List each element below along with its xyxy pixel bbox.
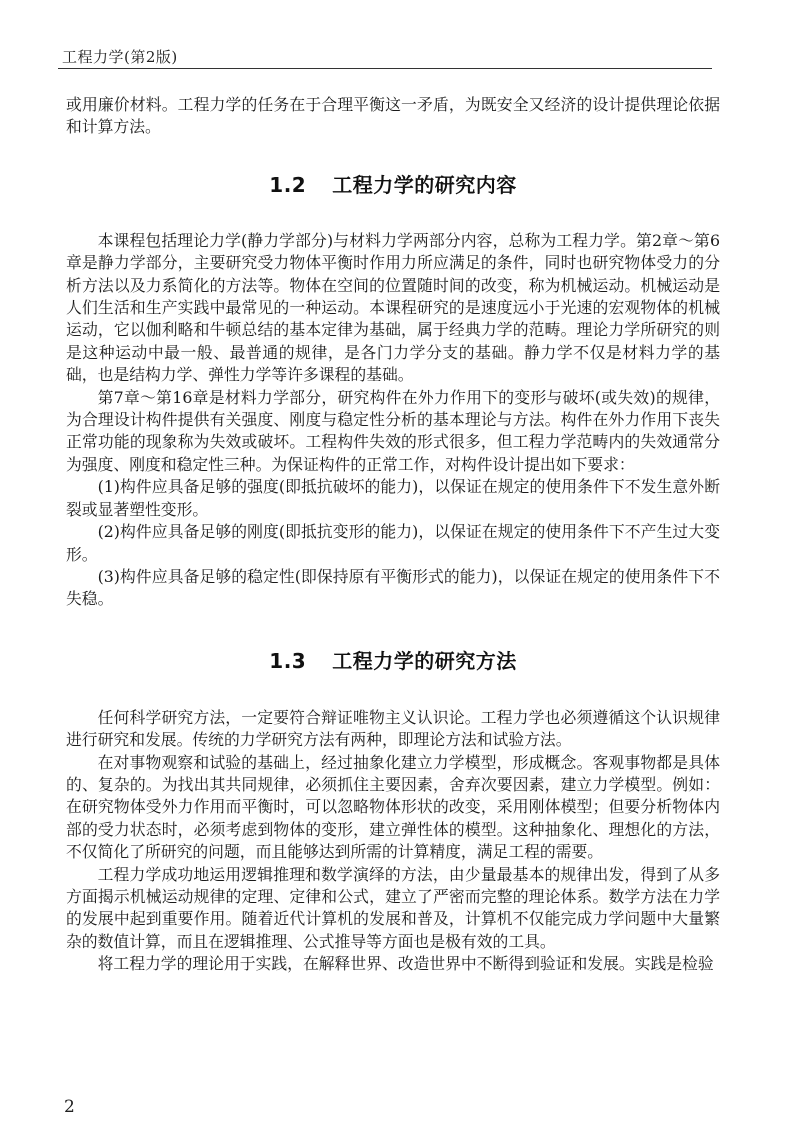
body-paragraph: 本课程包括理论力学(静力学部分)与材料力学两部分内容，总称为工程力学。第2章～第6章是静力学部分，主要研究受力物体平衡时作用力所应满足的条件，同时也研究物体受力的分析方法以及力系简化的方法等。物体在空间的位置随时间的改变，称为机械运动。机械运动是人们生活和生产实践中最常见的一种运动。本课程研究的是速度远小于光速的宏观物体的机械运动，它以伽利略和牛顿总结的基本定律为基础，属于经典力学的范畴。理论力学所研究的则是这种运动中最一般、最普通的规律，是各门力学分支的基础。静力学不仅是材料力学的基础，也是结构力学、弹性力学等许多课程的基础。: [66, 230, 720, 385]
body-paragraph: 在对事物观察和试验的基础上，经过抽象化建立力学模型，形成概念。客观事物都是具体的、复杂的。为找出其共同规律，必须抓住主要因素，舍弃次要因素，建立力学模型。例如：在研究物体受外力作用而平衡时，可以忽略物体形状的改变，采用刚体模型；但要分析物体内部的受力状态时，必须考虑到物体的变形，建立弹性体的模型。这种抽象化、理想化的方法，不仅简化了所研究的问题，而且能够达到所需的计算精度，满足工程的需要。: [66, 752, 720, 862]
page-content: [66, 94, 720, 976]
requirement-item-stiffness: (2)构件应具备足够的刚度(即抵抗变形的能力)，以保证在规定的使用条件下不产生过大变形。: [66, 522, 720, 564]
body-paragraph: 将工程力学的理论用于实践，在解释世界、改造世界中不断得到验证和发展。实践是检验: [97, 954, 714, 974]
body-paragraph: 任何科学研究方法，一定要符合辩证唯物主义认识论。工程力学也必须遵循这个认识规律进行研究和发展。传统的力学研究方法有两种，即理论方法和试验方法。: [66, 707, 720, 750]
header-divider: [58, 68, 712, 69]
body-paragraph: 工程力学成功地运用逻辑推理和数学演绎的方法，由少量最基本的规律出发，得到了从多方面揭示机械运动规律的定理、定律和公式，建立了严密而完整的理论体系。数学方法在力学的发展中起到重要作用。随着近代计算机的发展和普及，计算机不仅能完成力学问题中大量繁杂的数值计算，而且在逻辑推理、公式推导等方面也是极有效的工具。: [66, 864, 720, 951]
section-number: 1.2: [269, 172, 307, 197]
section-number: 1.3: [269, 648, 307, 673]
page-number: 2: [64, 1097, 75, 1117]
section-heading-1-2: [66, 169, 720, 198]
requirement-item-strength: (1)构件应具备足够的强度(即抵抗破坏的能力)，以保证在规定的使用条件下不发生意外断裂或显著塑性变形。: [66, 477, 720, 519]
section-title: 工程力学的研究方法: [332, 648, 517, 673]
body-paragraph: 第7章～第16章是材料力学部分，研究构件在外力作用下的变形与破坏(或失效)的规律，为合理设计构件提供有关强度、刚度与稳定性分析的基本理论与方法。构件在外力作用下丧失正常功能的现象称为失效或破坏。工程构件失效的形式很多，但工程力学范畴内的失效通常分为强度、刚度和稳定性三种。为保证构件的正常工作，对构件设计提出如下要求：: [66, 387, 720, 474]
running-header-title: 工程力学(第2版): [62, 48, 178, 66]
requirement-item-stability: (3)构件应具备足够的稳定性(即保持原有平衡形式的能力)，以保证在规定的使用条件下不失稳。: [66, 566, 720, 609]
intro-continuation-paragraph: 或用廉价材料。工程力学的任务在于合理平衡这一矛盾，为既安全又经济的设计提供理论依据和计算方法。: [66, 95, 720, 137]
section-title: 工程力学的研究内容: [332, 172, 517, 197]
section-heading-1-3: [66, 645, 720, 674]
